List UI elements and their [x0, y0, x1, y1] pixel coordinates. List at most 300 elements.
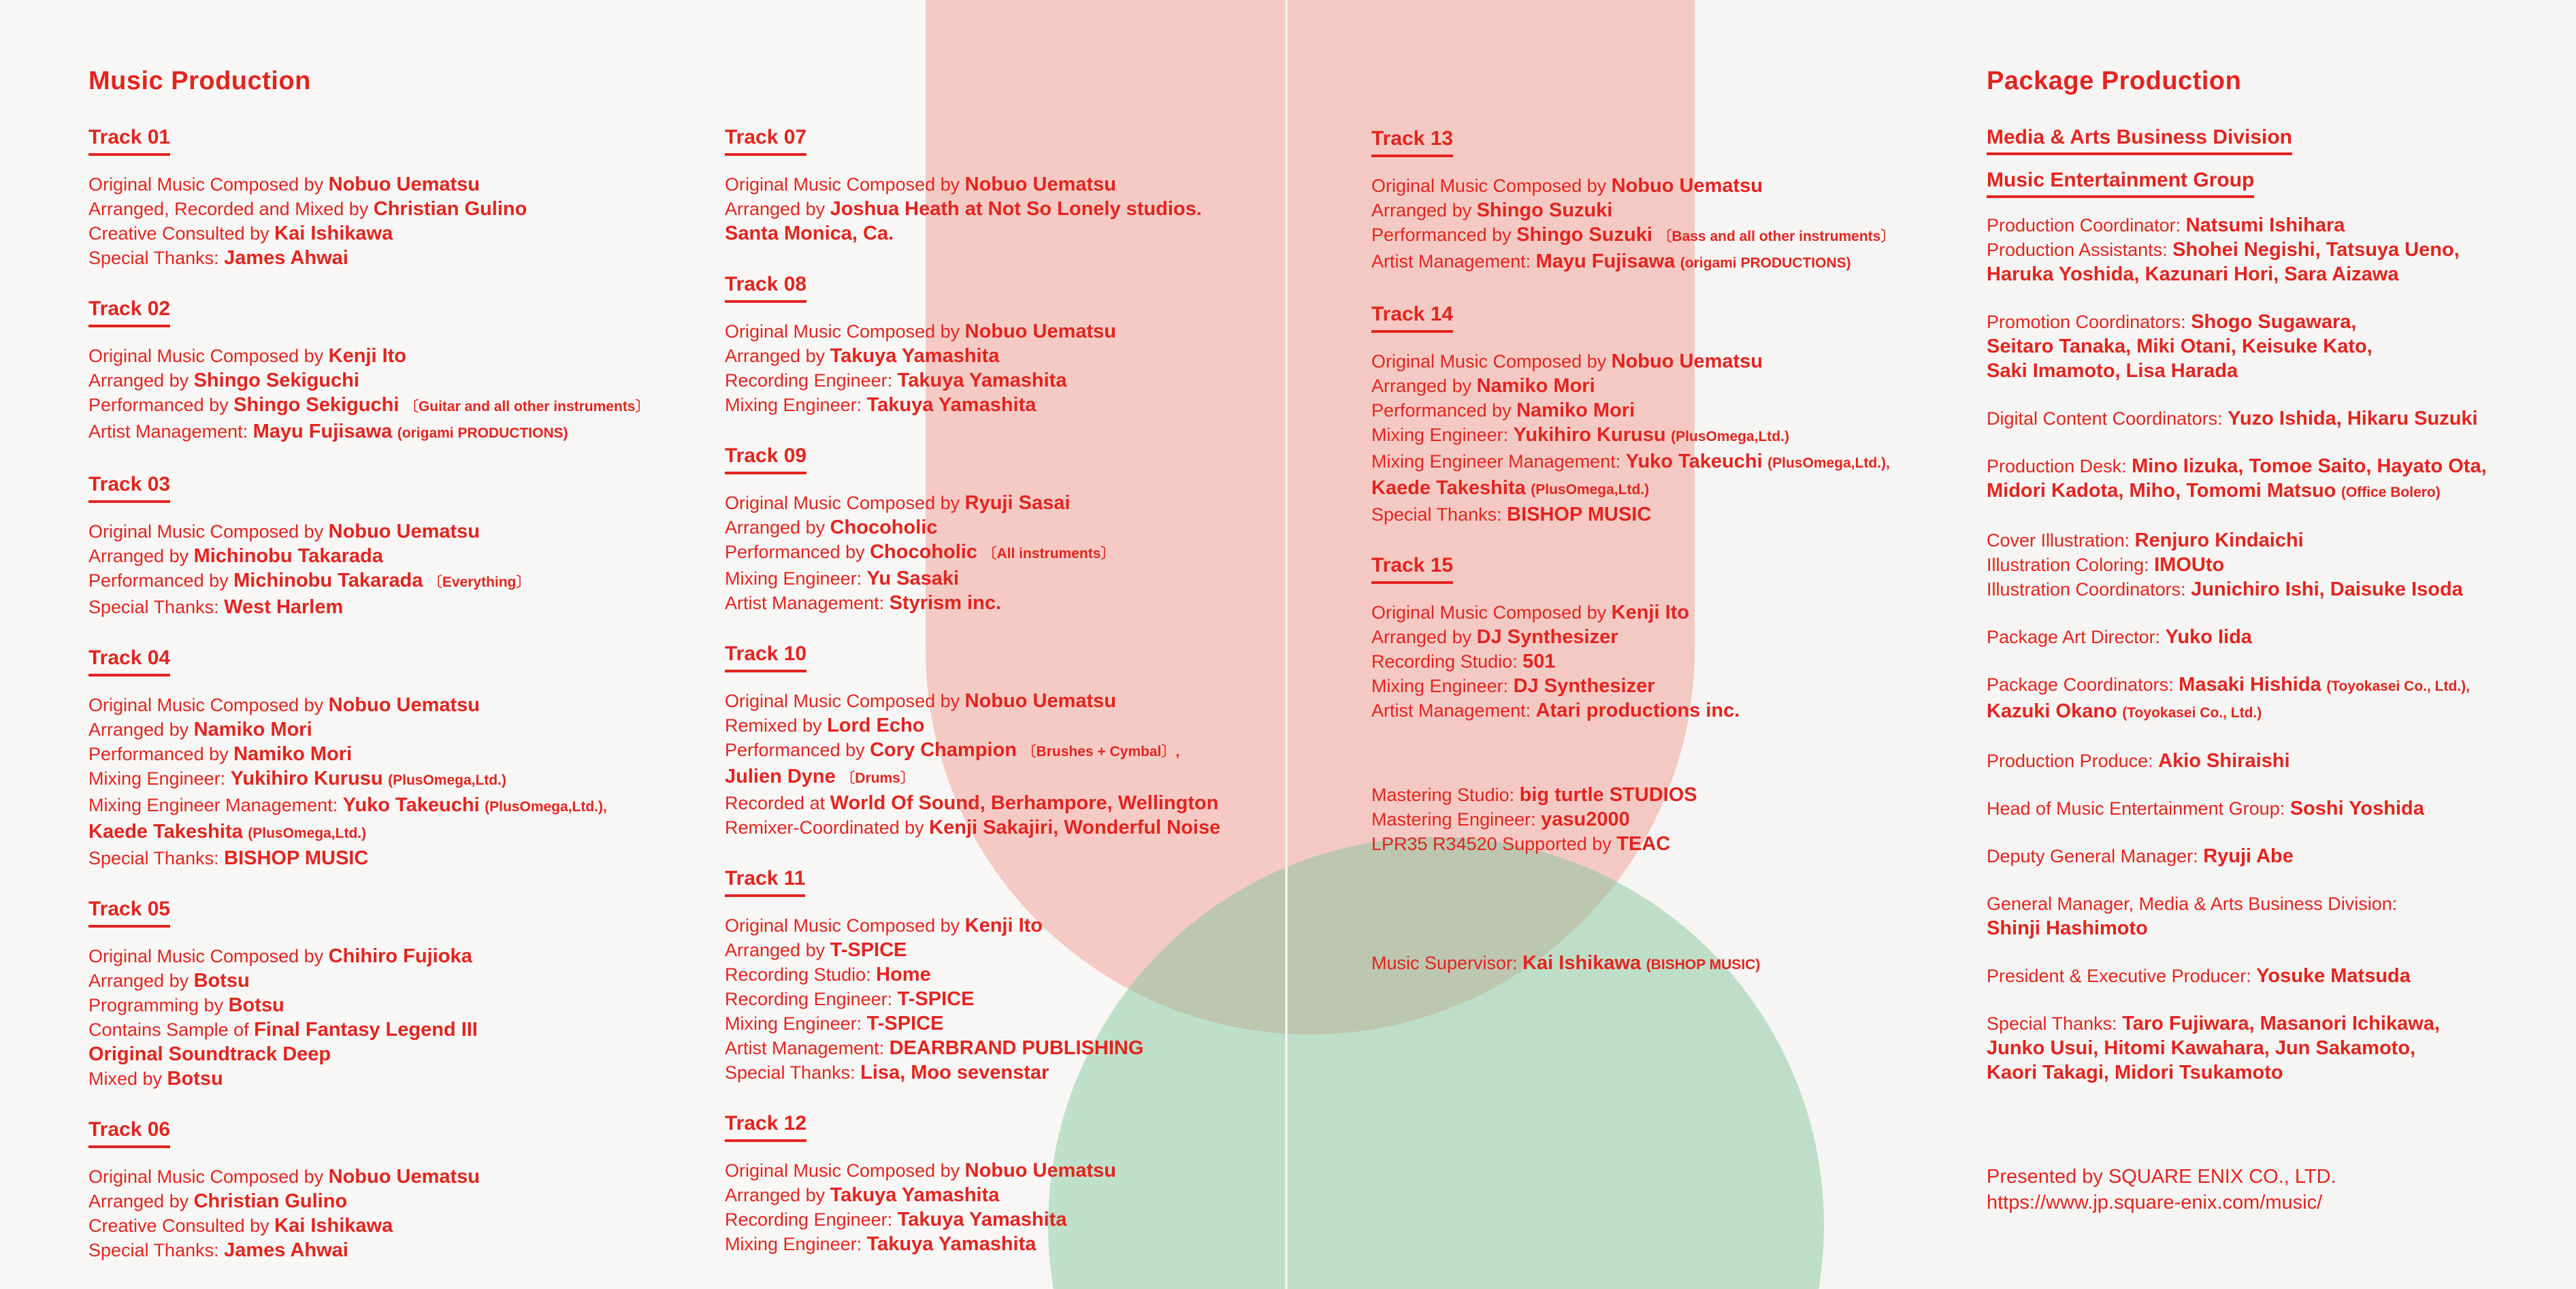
- credit-line: [1987, 553, 2487, 577]
- tracks-column-3: [1371, 127, 1895, 750]
- credit-name: Shogo Sugawara,: [2191, 311, 2357, 333]
- credit-line: [725, 987, 1220, 1011]
- credit-line: [725, 197, 1220, 221]
- credit-role: Recording Engineer:: [725, 989, 898, 1009]
- credit-name: Kai Ishikawa: [274, 223, 393, 244]
- credit-role: Original Music Composed by: [88, 174, 329, 195]
- credit-name: Nobuo Uematsu: [964, 1160, 1116, 1181]
- credit-line: [725, 319, 1220, 344]
- track-title: Track 10: [725, 642, 806, 672]
- credit-note: (Toyokasei Co., Ltd.): [2122, 705, 2262, 721]
- credit-line: [1371, 502, 1895, 527]
- credit-line: [725, 515, 1220, 540]
- credit-role: Special Thanks:: [88, 848, 225, 868]
- credit-name: Namiko Mori: [1476, 375, 1595, 397]
- credit-line: [725, 1207, 1220, 1232]
- credit-role: Digital Content Coordinators:: [1987, 408, 2228, 429]
- package-production-column: [1987, 126, 2487, 1108]
- division-heading: Media & Arts Business Division: [1987, 126, 2292, 155]
- credit-note: (PlusOmega,Ltd.): [388, 772, 506, 788]
- package-credit-block: [1987, 213, 2487, 287]
- credit-role: Original Music Composed by: [1371, 176, 1612, 196]
- credit-role: Arranged by: [725, 517, 830, 538]
- track-credits: [88, 297, 650, 446]
- credit-line: [1987, 310, 2487, 334]
- package-credit-block: [1987, 796, 2487, 821]
- credit-role: Creative Consulted by: [88, 223, 275, 244]
- credit-role: Mastering Studio:: [1371, 785, 1520, 805]
- credit-name: Yukihiro Kurusu: [230, 768, 383, 789]
- credit-line: [1371, 198, 1895, 223]
- credit-line: [88, 246, 650, 270]
- credit-role: Production Assistants:: [1987, 240, 2173, 260]
- credit-name: Yu Sasaki: [866, 568, 960, 589]
- credit-name: Takuya Yamashita: [897, 1209, 1067, 1230]
- credit-name: Atari productions inc.: [1535, 700, 1740, 721]
- credit-name: DJ Synthesizer: [1476, 626, 1618, 648]
- credit-line: [725, 1158, 1220, 1183]
- credit-role: Recording Engineer:: [725, 370, 898, 391]
- credit-note: 〔All instruments〕: [982, 546, 1115, 561]
- credit-name: Shingo Suzuki: [1476, 199, 1613, 221]
- credit-role: Remixer-Coordinated by: [725, 817, 930, 838]
- credit-name: Kaori Takagi, Midori Tsukamoto: [1987, 1062, 2283, 1083]
- credit-name: T-SPICE: [830, 939, 907, 961]
- credit-role: Performanced by: [1371, 225, 1517, 245]
- credit-role: Mixing Engineer:: [725, 568, 867, 589]
- credit-line: [725, 1060, 1220, 1085]
- credit-line: [88, 1017, 650, 1042]
- credit-role: Original Music Composed by: [725, 915, 965, 936]
- credit-line: [88, 221, 650, 246]
- credit-name: BISHOP MUSIC: [224, 847, 369, 869]
- package-credit-block: [1987, 964, 2487, 988]
- credit-role: Original Music Composed by: [88, 1166, 329, 1187]
- credit-line: [1987, 1060, 2487, 1085]
- credit-name: Mayu Fujisawa: [252, 421, 393, 442]
- track-title: Track 06: [88, 1118, 170, 1148]
- credit-line: [88, 944, 650, 968]
- credit-role: Arranged by: [725, 1185, 830, 1205]
- credit-line: [88, 419, 650, 446]
- credit-note: 〔Bass and all other instruments〕: [1657, 229, 1895, 244]
- credit-line: [88, 968, 650, 993]
- credit-name: IMOUto: [2154, 554, 2225, 576]
- credit-name: Takuya Yamashita: [830, 345, 1000, 367]
- credit-line: [88, 1189, 650, 1213]
- credit-line: [1371, 449, 1895, 476]
- credit-name: Junko Usui, Hitomi Kawahara, Jun Sakamoto,: [1987, 1037, 2416, 1059]
- credit-name: Nobuo Uematsu: [328, 694, 480, 716]
- credit-note: (PlusOmega,Ltd.): [1531, 482, 1650, 497]
- credit-role: Performanced by: [88, 395, 234, 415]
- credit-role: Arranged by: [725, 199, 830, 219]
- credit-line: [1371, 174, 1895, 198]
- credit-line: [1987, 334, 2487, 359]
- credit-line: [725, 566, 1220, 591]
- credit-role: Special Thanks:: [725, 1062, 861, 1083]
- credit-name: Kai Ishikawa: [274, 1215, 393, 1237]
- credit-name: Yukihiro Kurusu: [1513, 424, 1666, 446]
- credit-name: Masaki Hishida: [2179, 674, 2321, 696]
- credit-line: [88, 544, 650, 568]
- credit-name: Michinobu Takarada: [233, 570, 423, 591]
- credit-line: [725, 540, 1220, 566]
- package-production-title: Package Production: [1987, 67, 2242, 95]
- credit-line: [1987, 238, 2487, 262]
- package-credit-block: [1987, 406, 2487, 431]
- square-enix-url-link[interactable]: https://www.jp.square-enix.com/music/: [1987, 1192, 2323, 1213]
- credit-role: Mixing Engineer:: [725, 395, 867, 415]
- credit-name: Final Fantasy Legend III: [254, 1019, 478, 1041]
- credit-role: Original Music Composed by: [725, 691, 965, 711]
- credit-role: Original Music Composed by: [725, 321, 965, 342]
- left-page: [0, 0, 1286, 1289]
- credit-role: Mixing Engineer:: [1371, 676, 1514, 696]
- credit-role: Production Desk:: [1987, 456, 2132, 476]
- credit-note: 〔Brushes + Cymbal〕,: [1022, 744, 1180, 760]
- credit-name: Mayu Fujisawa: [1535, 250, 1676, 272]
- credit-name: Renjuro Kindaichi: [2134, 529, 2304, 551]
- credit-line: [725, 393, 1220, 417]
- credit-name: big turtle STUDIOS: [1519, 784, 1697, 806]
- credit-role: Special Thanks:: [1371, 504, 1507, 525]
- music-supervisor-credit: [1371, 951, 1760, 977]
- credit-line: [1371, 625, 1895, 649]
- credit-role: Creative Consulted by: [88, 1215, 275, 1236]
- credit-line: [1987, 528, 2487, 553]
- credit-line: [88, 197, 650, 221]
- package-credit-block: [1987, 749, 2487, 773]
- credit-line: [88, 846, 650, 870]
- credit-name: Cory Champion: [870, 739, 1017, 761]
- presented-by-block: [1987, 1164, 2336, 1215]
- credit-role: Mixed by: [88, 1068, 167, 1089]
- credit-name: Lisa, Moo sevenstar: [860, 1062, 1049, 1083]
- credit-name: Julien Dyne: [725, 766, 836, 787]
- credit-line: [725, 591, 1220, 615]
- credit-name: Natsumi Ishihara: [2185, 214, 2345, 236]
- credit-name: Home: [876, 964, 931, 985]
- track-credits: [88, 126, 650, 270]
- credit-role: Special Thanks:: [88, 1240, 225, 1260]
- credit-line: [1371, 223, 1895, 249]
- credit-name: Nobuo Uematsu: [328, 521, 480, 542]
- credit-line: [1987, 359, 2487, 383]
- credit-name: BISHOP MUSIC: [1507, 504, 1652, 525]
- credit-line: [88, 693, 650, 717]
- credit-role: Promotion Coordinators:: [1987, 312, 2191, 332]
- credit-line: [88, 1042, 650, 1066]
- credit-role: Original Music Composed by: [88, 946, 329, 966]
- credit-name: Namiko Mori: [1516, 399, 1635, 421]
- credit-name: James Ahwai: [224, 247, 348, 269]
- credit-line: [88, 1238, 650, 1262]
- credit-name: Christian Gulino: [373, 198, 527, 220]
- credit-line: [725, 764, 1220, 791]
- credit-name: Kaede Takeshita: [88, 821, 243, 843]
- credit-line: [1987, 213, 2487, 238]
- credit-note: (BISHOP MUSIC): [1646, 957, 1761, 973]
- track-credits: [88, 647, 650, 870]
- credit-name: Takuya Yamashita: [897, 370, 1067, 391]
- credit-name: Haruka Yoshida, Kazunari Hori, Sara Aizawa: [1987, 263, 2399, 285]
- music-production-title: Music Production: [88, 67, 311, 95]
- credit-line: [88, 344, 650, 368]
- credit-name: Midori Kadota, Miho, Tomomi Matsuo: [1987, 480, 2336, 502]
- credit-role: Illustration Coordinators:: [1987, 579, 2191, 600]
- credit-name: Junichiro Ishi, Daisuke Isoda: [2191, 578, 2463, 600]
- credit-line: [725, 172, 1220, 197]
- credit-role: Arranged by: [88, 370, 194, 391]
- credit-name: Nobuo Uematsu: [328, 1166, 480, 1188]
- credit-role: Head of Music Entertainment Group:: [1987, 798, 2290, 819]
- credit-name: Botsu: [193, 970, 250, 992]
- credit-line: [725, 221, 1220, 246]
- credit-role: Artist Management:: [725, 593, 890, 613]
- group-heading: Music Entertainment Group: [1987, 169, 2254, 198]
- credit-role: Package Coordinators:: [1987, 674, 2179, 695]
- credit-role: Arranged by: [1371, 627, 1477, 647]
- credit-role: President & Executive Producer:: [1987, 966, 2257, 986]
- credit-name: Shingo Suzuki: [1516, 224, 1652, 246]
- package-credit-block: [1987, 892, 2487, 941]
- credit-line: [1987, 672, 2487, 699]
- track-title: Track 08: [725, 273, 806, 303]
- credit-note: (PlusOmega,Ltd.): [248, 826, 367, 841]
- credit-name: DEARBRAND PUBLISHING: [889, 1037, 1144, 1059]
- credit-line: [725, 344, 1220, 368]
- track-title: Track 13: [1371, 127, 1453, 157]
- credit-name: Botsu: [228, 994, 284, 1016]
- track-credits: [1371, 303, 1895, 527]
- credit-role: Mixing Engineer:: [725, 1234, 867, 1254]
- credit-role: Original Music Composed by: [88, 695, 329, 715]
- credit-name: Nobuo Uematsu: [964, 321, 1116, 342]
- credit-line: [1987, 577, 2487, 602]
- credit-name: Taro Fujiwara, Masanori Ichikawa,: [2122, 1013, 2440, 1034]
- credit-name: Yosuke Matsuda: [2256, 965, 2411, 987]
- credit-line: [725, 1183, 1220, 1207]
- credit-role: Special Thanks:: [1987, 1013, 2123, 1034]
- credit-role: Illustration Coloring:: [1987, 555, 2155, 575]
- package-credit-block: [1987, 844, 2487, 868]
- credit-line: [1371, 674, 1895, 698]
- credit-name: Kenji Ito: [964, 915, 1043, 936]
- credit-name: Kenji Ito: [328, 345, 407, 367]
- credit-line: [1371, 807, 1697, 832]
- credit-role: Original Music Composed by: [725, 1160, 965, 1181]
- credit-note: (origami PRODUCTIONS): [1680, 255, 1851, 271]
- track-credits: [1371, 127, 1895, 276]
- credit-role: Arranged by: [1371, 376, 1477, 396]
- credit-name: T-SPICE: [897, 988, 975, 1010]
- credit-name: Christian Gulino: [193, 1190, 348, 1212]
- credit-line: [88, 742, 650, 766]
- credit-name: Botsu: [167, 1068, 223, 1090]
- credit-line: [1987, 454, 2487, 478]
- credit-line: [1371, 698, 1895, 723]
- credit-name: Ryuji Sasai: [964, 492, 1071, 514]
- credit-name: Kenji Sakajiri, Wonderful Noise: [929, 817, 1221, 838]
- credit-line: [1987, 1011, 2487, 1036]
- credit-name: Yuzo Ishida, Hikaru Suzuki: [2228, 408, 2478, 429]
- credit-note: (origami PRODUCTIONS): [397, 425, 568, 441]
- credit-name: Nobuo Uematsu: [1611, 350, 1763, 372]
- track-credits: [725, 444, 1220, 615]
- credit-line: [1371, 783, 1697, 807]
- credit-name: Chocoholic: [870, 541, 977, 563]
- credit-name: Nobuo Uematsu: [964, 174, 1116, 195]
- credit-role: Arranged, Recorded and Mixed by: [88, 199, 374, 219]
- credit-line: [1987, 1036, 2487, 1060]
- track-credits: [725, 867, 1220, 1085]
- credit-line: [1987, 892, 2487, 916]
- credit-role: Mixing Engineer:: [725, 1013, 867, 1034]
- credit-line: [88, 595, 650, 619]
- package-credit-block: [1987, 528, 2487, 602]
- credit-name: Nobuo Uematsu: [964, 690, 1116, 712]
- credit-role: Performanced by: [88, 744, 234, 764]
- presented-by-text: Presented by SQUARE ENIX CO., LTD.: [1987, 1166, 2336, 1188]
- credit-name: James Ahwai: [224, 1239, 348, 1261]
- credit-role: Artist Management:: [88, 421, 253, 442]
- credit-note: (Office Bolero): [2341, 485, 2441, 500]
- credit-line: [725, 938, 1220, 962]
- credit-name: Yuko Iida: [2165, 626, 2252, 648]
- credit-line: [1987, 749, 2487, 773]
- credit-name: TEAC: [1616, 833, 1671, 855]
- credit-line: [88, 717, 650, 742]
- credit-line: [1987, 478, 2487, 505]
- package-credit-block: [1987, 625, 2487, 649]
- track-credits: [88, 1118, 650, 1262]
- credit-name: Kai Ishikawa: [1522, 952, 1642, 974]
- credit-line: [1987, 964, 2487, 988]
- credit-role: Recording Engineer:: [725, 1209, 898, 1230]
- credit-name: Kenji Ito: [1611, 602, 1690, 623]
- track-title: Track 02: [88, 297, 170, 327]
- credit-role: Artist Management:: [725, 1038, 890, 1058]
- credit-name: Takuya Yamashita: [866, 394, 1037, 416]
- credit-name: T-SPICE: [866, 1013, 944, 1034]
- package-credit-block: [1987, 310, 2487, 383]
- track-title: Track 01: [88, 126, 170, 156]
- credit-name: Nobuo Uematsu: [328, 174, 480, 195]
- credit-line: [1987, 406, 2487, 431]
- track-credits: [1371, 554, 1895, 723]
- credit-name: Shingo Sekiguchi: [193, 370, 359, 391]
- credit-name: Namiko Mori: [233, 743, 353, 765]
- credit-name: Michinobu Takarada: [193, 545, 383, 567]
- credit-note: (PlusOmega,Ltd.),: [485, 799, 607, 815]
- credit-role: Mixing Engineer Management:: [88, 795, 343, 815]
- credit-name: Lord Echo: [827, 715, 925, 736]
- package-credit-block: [1987, 672, 2487, 725]
- credit-role: Arranged by: [88, 1191, 194, 1211]
- credit-line: [1371, 398, 1895, 423]
- track-title: Track 11: [725, 867, 805, 897]
- credit-line: [725, 689, 1220, 713]
- credit-role: Original Music Composed by: [88, 521, 329, 542]
- credit-name: Shingo Sekiguchi: [233, 394, 400, 416]
- package-credit-block: [1987, 454, 2487, 505]
- credit-name: Takuya Yamashita: [830, 1184, 1000, 1206]
- credit-role: Original Music Composed by: [1371, 351, 1612, 372]
- credit-role: Original Music Composed by: [88, 346, 329, 366]
- track-credits: [88, 898, 650, 1091]
- track-credits: [725, 642, 1220, 840]
- credit-name: Shinji Hashimoto: [1987, 917, 2148, 939]
- credit-line: [88, 1213, 650, 1238]
- credit-name: Namiko Mori: [193, 719, 312, 740]
- credit-name: Yuko Takeuchi: [1625, 451, 1763, 472]
- credit-name: Styrism inc.: [889, 592, 1002, 614]
- credit-name: Seitaro Tanaka, Miki Otani, Keisuke Kato,: [1987, 336, 2373, 357]
- credit-line: [725, 1011, 1220, 1036]
- track-title: Track 07: [725, 126, 806, 156]
- credit-role: Arranged by: [725, 346, 830, 366]
- mastering-credits: [1371, 783, 1697, 856]
- credit-line: [1987, 625, 2487, 649]
- track-title: Track 03: [88, 473, 170, 503]
- credit-note: (Toyokasei Co., Ltd.),: [2326, 679, 2470, 694]
- credit-line: [1371, 476, 1895, 502]
- credit-role: Arranged by: [725, 940, 830, 960]
- credit-role: Arranged by: [1371, 200, 1477, 221]
- credit-name: Yuko Takeuchi: [342, 794, 480, 816]
- credit-role: Mixing Engineer:: [1371, 425, 1514, 445]
- right-page: [1286, 0, 2576, 1289]
- credit-name: World Of Sound, Berhampore, Wellington: [830, 792, 1219, 814]
- credit-role: Performanced by: [725, 740, 870, 760]
- credit-line: [88, 993, 650, 1017]
- credit-role: Cover Illustration:: [1987, 530, 2135, 551]
- credit-line: [725, 491, 1220, 515]
- track-title: Track 15: [1371, 554, 1453, 584]
- credit-role: Special Thanks:: [88, 248, 225, 268]
- credit-line: [88, 172, 650, 197]
- credit-line: [1371, 349, 1895, 374]
- credit-role: Artist Management:: [1371, 700, 1536, 721]
- credit-line: [1987, 844, 2487, 868]
- credit-role: Arranged by: [88, 970, 194, 991]
- credit-line: [1987, 916, 2487, 941]
- credit-line: [725, 368, 1220, 393]
- credit-line: [1371, 600, 1895, 625]
- credit-line: [88, 766, 650, 793]
- credit-role: Special Thanks:: [88, 597, 225, 617]
- credit-note: (PlusOmega,Ltd.),: [1767, 455, 1890, 471]
- credit-role: Original Music Composed by: [725, 493, 965, 513]
- credit-line: [88, 368, 650, 393]
- credit-line: [725, 738, 1220, 764]
- track-title: Track 05: [88, 898, 170, 928]
- credit-role: Mixing Engineer Management:: [1371, 451, 1626, 472]
- credit-role: Mixing Engineer:: [88, 768, 231, 789]
- package-credit-block: [1987, 1011, 2487, 1085]
- credit-role: General Manager, Media & Arts Business Division:: [1987, 894, 2398, 914]
- credit-line: [88, 793, 650, 819]
- credit-line: [1987, 262, 2487, 287]
- track-title: Track 09: [725, 444, 806, 474]
- package-credit-blocks: [1987, 213, 2487, 1085]
- credit-role: Deputy General Manager:: [1987, 846, 2204, 866]
- credit-name: Ryuji Abe: [2203, 845, 2294, 867]
- credit-name: Akio Shiraishi: [2158, 750, 2290, 772]
- credit-name: DJ Synthesizer: [1513, 675, 1655, 697]
- credit-name: Chocoholic: [830, 517, 938, 538]
